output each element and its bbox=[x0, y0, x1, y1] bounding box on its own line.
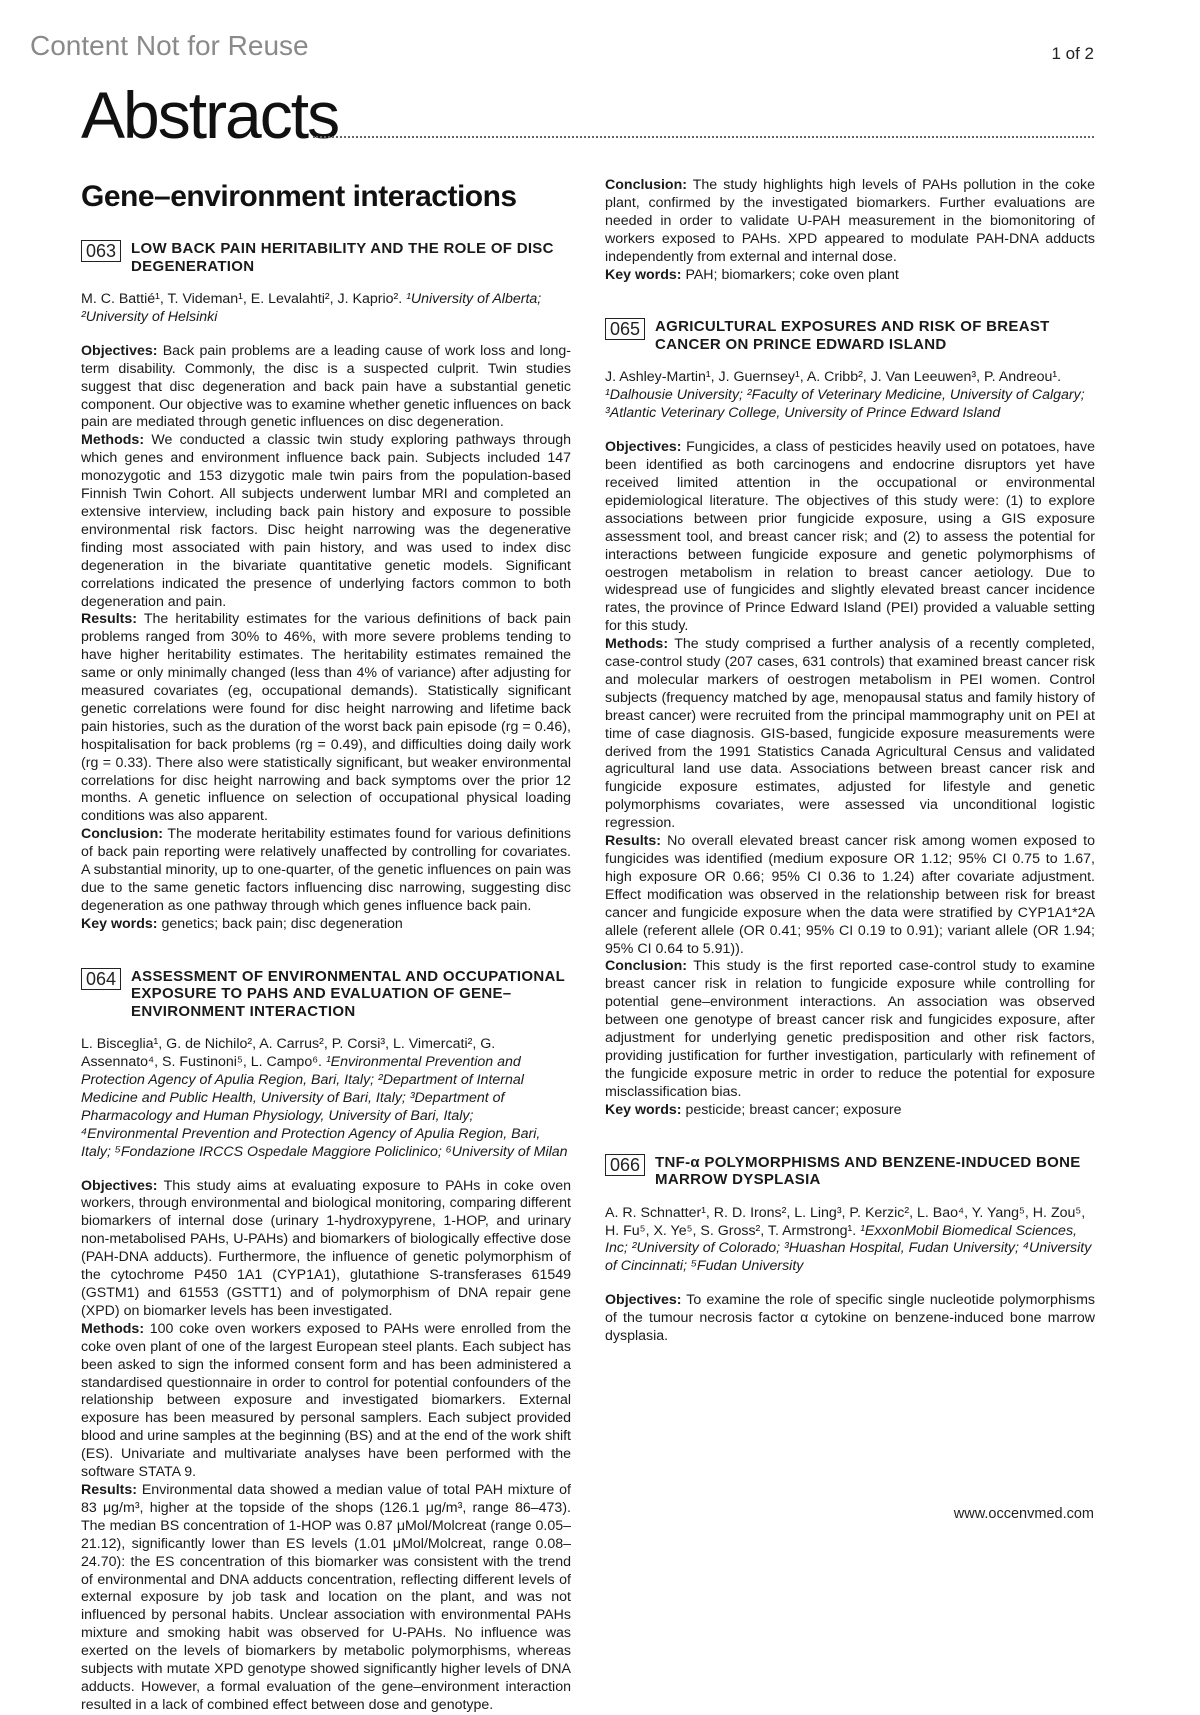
keywords-label: Key words: bbox=[605, 1101, 682, 1118]
results-label: Results: bbox=[605, 833, 661, 850]
footer-url[interactable]: www.occenvmed.com bbox=[953, 1506, 1094, 1522]
conclusion bbox=[605, 177, 1095, 267]
methods bbox=[81, 432, 571, 611]
keywords bbox=[605, 267, 1095, 285]
conclusion-text: The study highlights high levels of PAHs pollution in the coke plant, confirmed by the investigated biomarkers. Further evaluations are needed in order to validate U-PAH measurement in the biomonitoring of workers exposed to PAHs. XPD appeared to modulate PAH-DNA adducts independently from external and internal dose. bbox=[605, 177, 1096, 265]
author-list: A. R. Schnatter¹, R. D. Irons², L. Ling³, P. Kerzic², L. Bao⁴, Y. Yang⁵, H. Zou⁵, H. Fu⁵, X. Ye⁵, S. Gross², T. Armstrong¹. bbox=[605, 1204, 1086, 1239]
abstract-066 bbox=[605, 1154, 1095, 1346]
abstract-title: LOW BACK PAIN HERITABILITY AND THE ROLE OF DISC DEGENERATION bbox=[131, 240, 554, 275]
results-label: Results: bbox=[81, 611, 137, 628]
results bbox=[81, 611, 571, 826]
methods-label: Methods: bbox=[81, 1320, 145, 1337]
authors bbox=[605, 1205, 1095, 1277]
objectives-text: To examine the role of specific single nucleotide polymorphisms of the tumour necrosis factor α cytokine on benzene-induced bone marrow dysplasia. bbox=[605, 1292, 1095, 1345]
abstract-title: TNF-α POLYMORPHISMS AND BENZENE-INDUCED BONE MARROW DYSPLASIA bbox=[655, 1153, 1081, 1189]
left-column bbox=[81, 240, 571, 1715]
abstract-header bbox=[605, 318, 1095, 353]
methods-text: We conducted a classic twin study exploring pathways through which genes and environment influence back pain. Subjects included 147 monozygotic and 153 dizygotic male twin pairs from the population-based Finnish Twin Cohort. All subjects underwent lumbar MRI and completed an extensive interview, including back pain history and exposure to possible environmental risk factors. Disc height narrowing was the degenerative finding most associated with pain history, and was used to index disc degeneration in the bivariate quantitative genetic models. Significant correlations indicated the presence of underlying factors common to both degeneration and pain. bbox=[81, 432, 571, 610]
masthead-dotted-rule bbox=[313, 136, 1094, 138]
abstract-064 bbox=[81, 968, 571, 1715]
objectives bbox=[81, 343, 571, 433]
page-number: 1 of 2 bbox=[1051, 44, 1094, 63]
methods bbox=[605, 636, 1095, 833]
abstract-header bbox=[81, 968, 571, 1021]
right-column bbox=[605, 177, 1095, 1346]
conclusion-label: Conclusion: bbox=[605, 177, 687, 193]
objectives-text: This study aims at evaluating exposure to PAHs in coke oven workers, through environmental and biological monitoring, comparing different biomarkers of internal dose (urinary 1-hydroxypyrene, 1-HOP, and urinary non-metabolised PAHs, U-PAHs) and biomarkers of biologically effective dose (PAH-DNA adducts). Furthermore, the influence of genetic polymorphism of the cytochrome P450 1A1 (CYP1A1), glutathione S-transferases 61549 (GSTM1) and 61553 (GSTT1) and of polymorphism of DNA repair gene (XPD) on biomarker levels has been investigated. bbox=[81, 1177, 571, 1319]
keywords bbox=[81, 916, 571, 934]
results-text: The heritability estimates for the various definitions of back pain problems ranged from 30% to 46%, with more severe problems tending to have higher heritability estimates. The heritability estimates remained the same or only minimally changed (less than 4% of variance) after adjusting for measured covariates (eg, occupational demands). Statistically significant genetic correlations were found for disc height narrowing and lifetime back pain histories, such as the duration of the worst back pain episode (rg = 0.46), hospitalisation for back problems (rg = 0.49), and difficulties doing daily work (rg = 0.33). There also were statistically significant, but weaker environmental correlations for disc height narrowing and back symptoms over the prior 12 months. A genetic influence on selection of occupational physical loading conditions was also apparent. bbox=[81, 611, 572, 825]
abstract-063 bbox=[81, 240, 571, 934]
objectives-label: Objectives: bbox=[605, 1292, 682, 1309]
methods-text: The study comprised a further analysis of a recently completed, case-control study (207 cases, 631 controls) that examined breast cancer risk and molecular markers of oestrogen metabolism in PEI women. Control subjects (frequency matched by age, menopausal status and family history of breast cancer) were recruited from the principal mammography unit on PEI at time of case diagnosis. GIS-based, fungicide exposure measurements were derived from the 1991 Statistics Canada Agricultural Census and validated agricultural land use data. Associations between breast cancer risk and fungicide exposure estimates, adjusted for lifestyle and genetic polymorphisms covariates, were assessed via unconditional logistic regression. bbox=[605, 636, 1095, 832]
abstract-header bbox=[81, 240, 571, 275]
results-label: Results: bbox=[81, 1481, 137, 1498]
abstract-number: 063 bbox=[81, 240, 121, 262]
objectives-label: Objectives: bbox=[81, 1177, 158, 1194]
abstract-064-continued bbox=[605, 177, 1095, 284]
objectives-label: Objectives: bbox=[605, 439, 682, 456]
results bbox=[605, 833, 1095, 958]
keywords-label: Key words: bbox=[605, 266, 682, 283]
conclusion-label: Conclusion: bbox=[81, 826, 163, 843]
authors bbox=[81, 1036, 571, 1161]
watermark: Content Not for Reuse bbox=[30, 30, 309, 61]
keywords-text: PAH; biomarkers; coke oven plant bbox=[685, 266, 899, 283]
keywords-text: genetics; back pain; disc degeneration bbox=[161, 915, 403, 932]
conclusion-text: This study is the first reported case-control study to examine breast cancer risk in relation to fungicide exposure while controlling for potential gene–environment interactions. An association was observed between one genotype of breast cancer risk and fungicides exposure, after adjustment for underlying genetic predisposition and other risk factors, providing justification for further investigation, particularly with refinement of the fungicide exposure metric in order to reduce the potential for exposure misclassification bias. bbox=[605, 958, 1096, 1100]
masthead-title: Abstracts bbox=[81, 78, 339, 152]
keywords bbox=[605, 1102, 1095, 1120]
masthead bbox=[81, 78, 1094, 152]
abstract-number: 065 bbox=[605, 318, 645, 340]
abstract-header bbox=[605, 1154, 1095, 1189]
abstract-065 bbox=[605, 318, 1095, 1119]
affiliations: ¹Environmental Prevention and Protection Agency of Apulia Region, Bari, Italy; ²Department of Internal Medicine and Public Health, University of Bari, Italy; ³Department of Pharmacology and Human Physiology, University of Bari, Italy; ⁴Environmental Prevention and Protection Agency of Apulia Region, Bari, Italy; ⁵Fondazione IRCCS Ospedale Maggiore Policlinico; ⁶University of Milan bbox=[81, 1054, 568, 1160]
results-text: No overall elevated breast cancer risk among women exposed to fungicides was identified (medium exposure OR 1.12; 95% CI 0.75 to 1.67, high exposure OR 0.66; 95% CI 0.36 to 1.24) after covariate adjustment. Effect modification was observed in the relationship between risk for breast cancer and fungicide exposure when the data were stratified by CYP1A1*2A allele (referent allele (OR 0.41; 95% CI 0.19 to 0.91); variant allele (OR 1.94; 95% CI 0.64 to 5.91)). bbox=[605, 833, 1095, 957]
abstract-number: 066 bbox=[605, 1154, 645, 1176]
results bbox=[81, 1482, 571, 1715]
author-list: M. C. Battié¹, T. Videman¹, E. Levalahti², J. Kaprio². bbox=[81, 291, 403, 307]
authors bbox=[605, 369, 1095, 423]
affiliations: ¹University of Alberta; ²University of Helsinki bbox=[81, 291, 542, 325]
keywords-text: pesticide; breast cancer; exposure bbox=[685, 1101, 902, 1118]
authors bbox=[81, 291, 571, 327]
conclusion-text: The moderate heritability estimates found for various definitions of back pain reporting were relatively unaffected by controlling for covariates. A substantial minority, up to one-quarter, of the genetic influences on pain was due to the same genetic factors influencing disc narrowing, suggesting disc degeneration as one pathway through which genes influence back pain. bbox=[81, 826, 571, 914]
conclusion bbox=[605, 958, 1095, 1101]
author-list: L. Bisceglia¹, G. de Nichilo², A. Carrus², P. Corsi³, L. Vimercati², G. Assennato⁴, S. Fustinoni⁵, L. Campo⁶. bbox=[81, 1036, 496, 1071]
affiliations: ¹Dalhousie University; ²Faculty of Veterinary Medicine, University of Calgary; ³Atlantic Veterinary College, University of Prince Edward Island bbox=[605, 387, 1085, 422]
methods bbox=[81, 1321, 571, 1482]
objectives-label: Objectives: bbox=[81, 342, 158, 359]
objectives-text: Back pain problems are a leading cause of work loss and long-term disability. Commonly, the disc is a suspected culprit. Twin studies suggest that disc degeneration and back pain have a substantial genetic component. Our objective was to examine whether genetic influences on back pain are mediated through genetic influences on disc degeneration. bbox=[81, 342, 571, 431]
affiliations: ¹ExxonMobil Biomedical Sciences, Inc; ²University of Colorado; ³Huashan Hospital, Fudan University; ⁴University of Cincinnati; ⁵Fudan University bbox=[605, 1222, 1092, 1275]
abstract-number: 064 bbox=[81, 968, 121, 990]
author-list: J. Ashley-Martin¹, J. Guernsey¹, A. Cribb², J. Van Leeuwen³, P. Andreou¹. bbox=[605, 369, 1062, 386]
objectives bbox=[605, 1292, 1095, 1346]
objectives bbox=[81, 1178, 571, 1321]
section-title: Gene–environment interactions bbox=[81, 180, 517, 213]
conclusion bbox=[81, 826, 571, 916]
abstract-title: AGRICULTURAL EXPOSURES AND RISK OF BREAST CANCER ON PRINCE EDWARD ISLAND bbox=[655, 318, 1050, 353]
objectives bbox=[605, 439, 1095, 636]
conclusion-label: Conclusion: bbox=[605, 958, 687, 975]
keywords-label: Key words: bbox=[81, 915, 158, 932]
methods-label: Methods: bbox=[605, 636, 669, 653]
methods-label: Methods: bbox=[81, 432, 145, 449]
objectives-text: Fungicides, a class of pesticides heavily used on potatoes, have been identified as both carcinogens and endocrine disruptors yet have received limited attention in the occupational or environmental epidemiological literature. The objectives of this study were: (1) to explore associations between prior fungicide exposure, using a GIS exposure assessment tool, and breast cancer risk; and (2) to assess the potential for interactions between fungicide exposure and genetic polymorphisms of oestrogen metabolism in relation to breast cancer aetiology. Due to widespread use of fungicides and slightly elevated breast cancer incidence rates, the province of Prince Edward Island (PEI) provided a valuable setting for this study. bbox=[605, 439, 1095, 635]
results-text: Environmental data showed a median value of total PAH mixture of 83 μg/m³, higher at the topside of the shops (126.1 μg/m³, range 86–473). The median BS concentration of 1-HOP was 0.87 μMol/Molcreat (range 0.05–21.12), significantly lower than ES levels (1.01 μMol/Molcreat, range 0.08–24.70): the ES concentration of this biomarker was consistent with the trend of environmental and DNA adducts concentration, reflecting different levels of external exposure by job task and location on the plant, and was not influenced by personal habits. Unclear association with environmental PAHs mixture and smoking habit was observed for U-PAHs. No influence was exerted on the levels of biomarkers by metabolic polymorphisms, whereas subjects with mutate XPD genotype showed significantly higher levels of DNA adducts. However, a formal evaluation of the gene–environment interaction resulted in a lack of combined effect between dose and genotype. bbox=[81, 1481, 571, 1713]
methods-text: 100 coke oven workers exposed to PAHs were enrolled from the coke oven plant of one of the largest European steel plants. Each subject has been asked to sign the informed consent form and has been administered a standardised questionnaire in order to control for potential confounders of the relationship between exposure and investigated biomarkers. External exposure has been measured by personal samplers. Each subject provided blood and urine samples at the beginning (BS) and at the end of the work shift (ES). Univariate and multivariate analyses have been performed with the software STATA 9. bbox=[81, 1320, 571, 1481]
abstract-title: ASSESSMENT OF ENVIRONMENTAL AND OCCUPATIONAL EXPOSURE TO PAHS AND EVALUATION OF GENE–ENVIRONMENT INTERACTION bbox=[131, 967, 565, 1020]
